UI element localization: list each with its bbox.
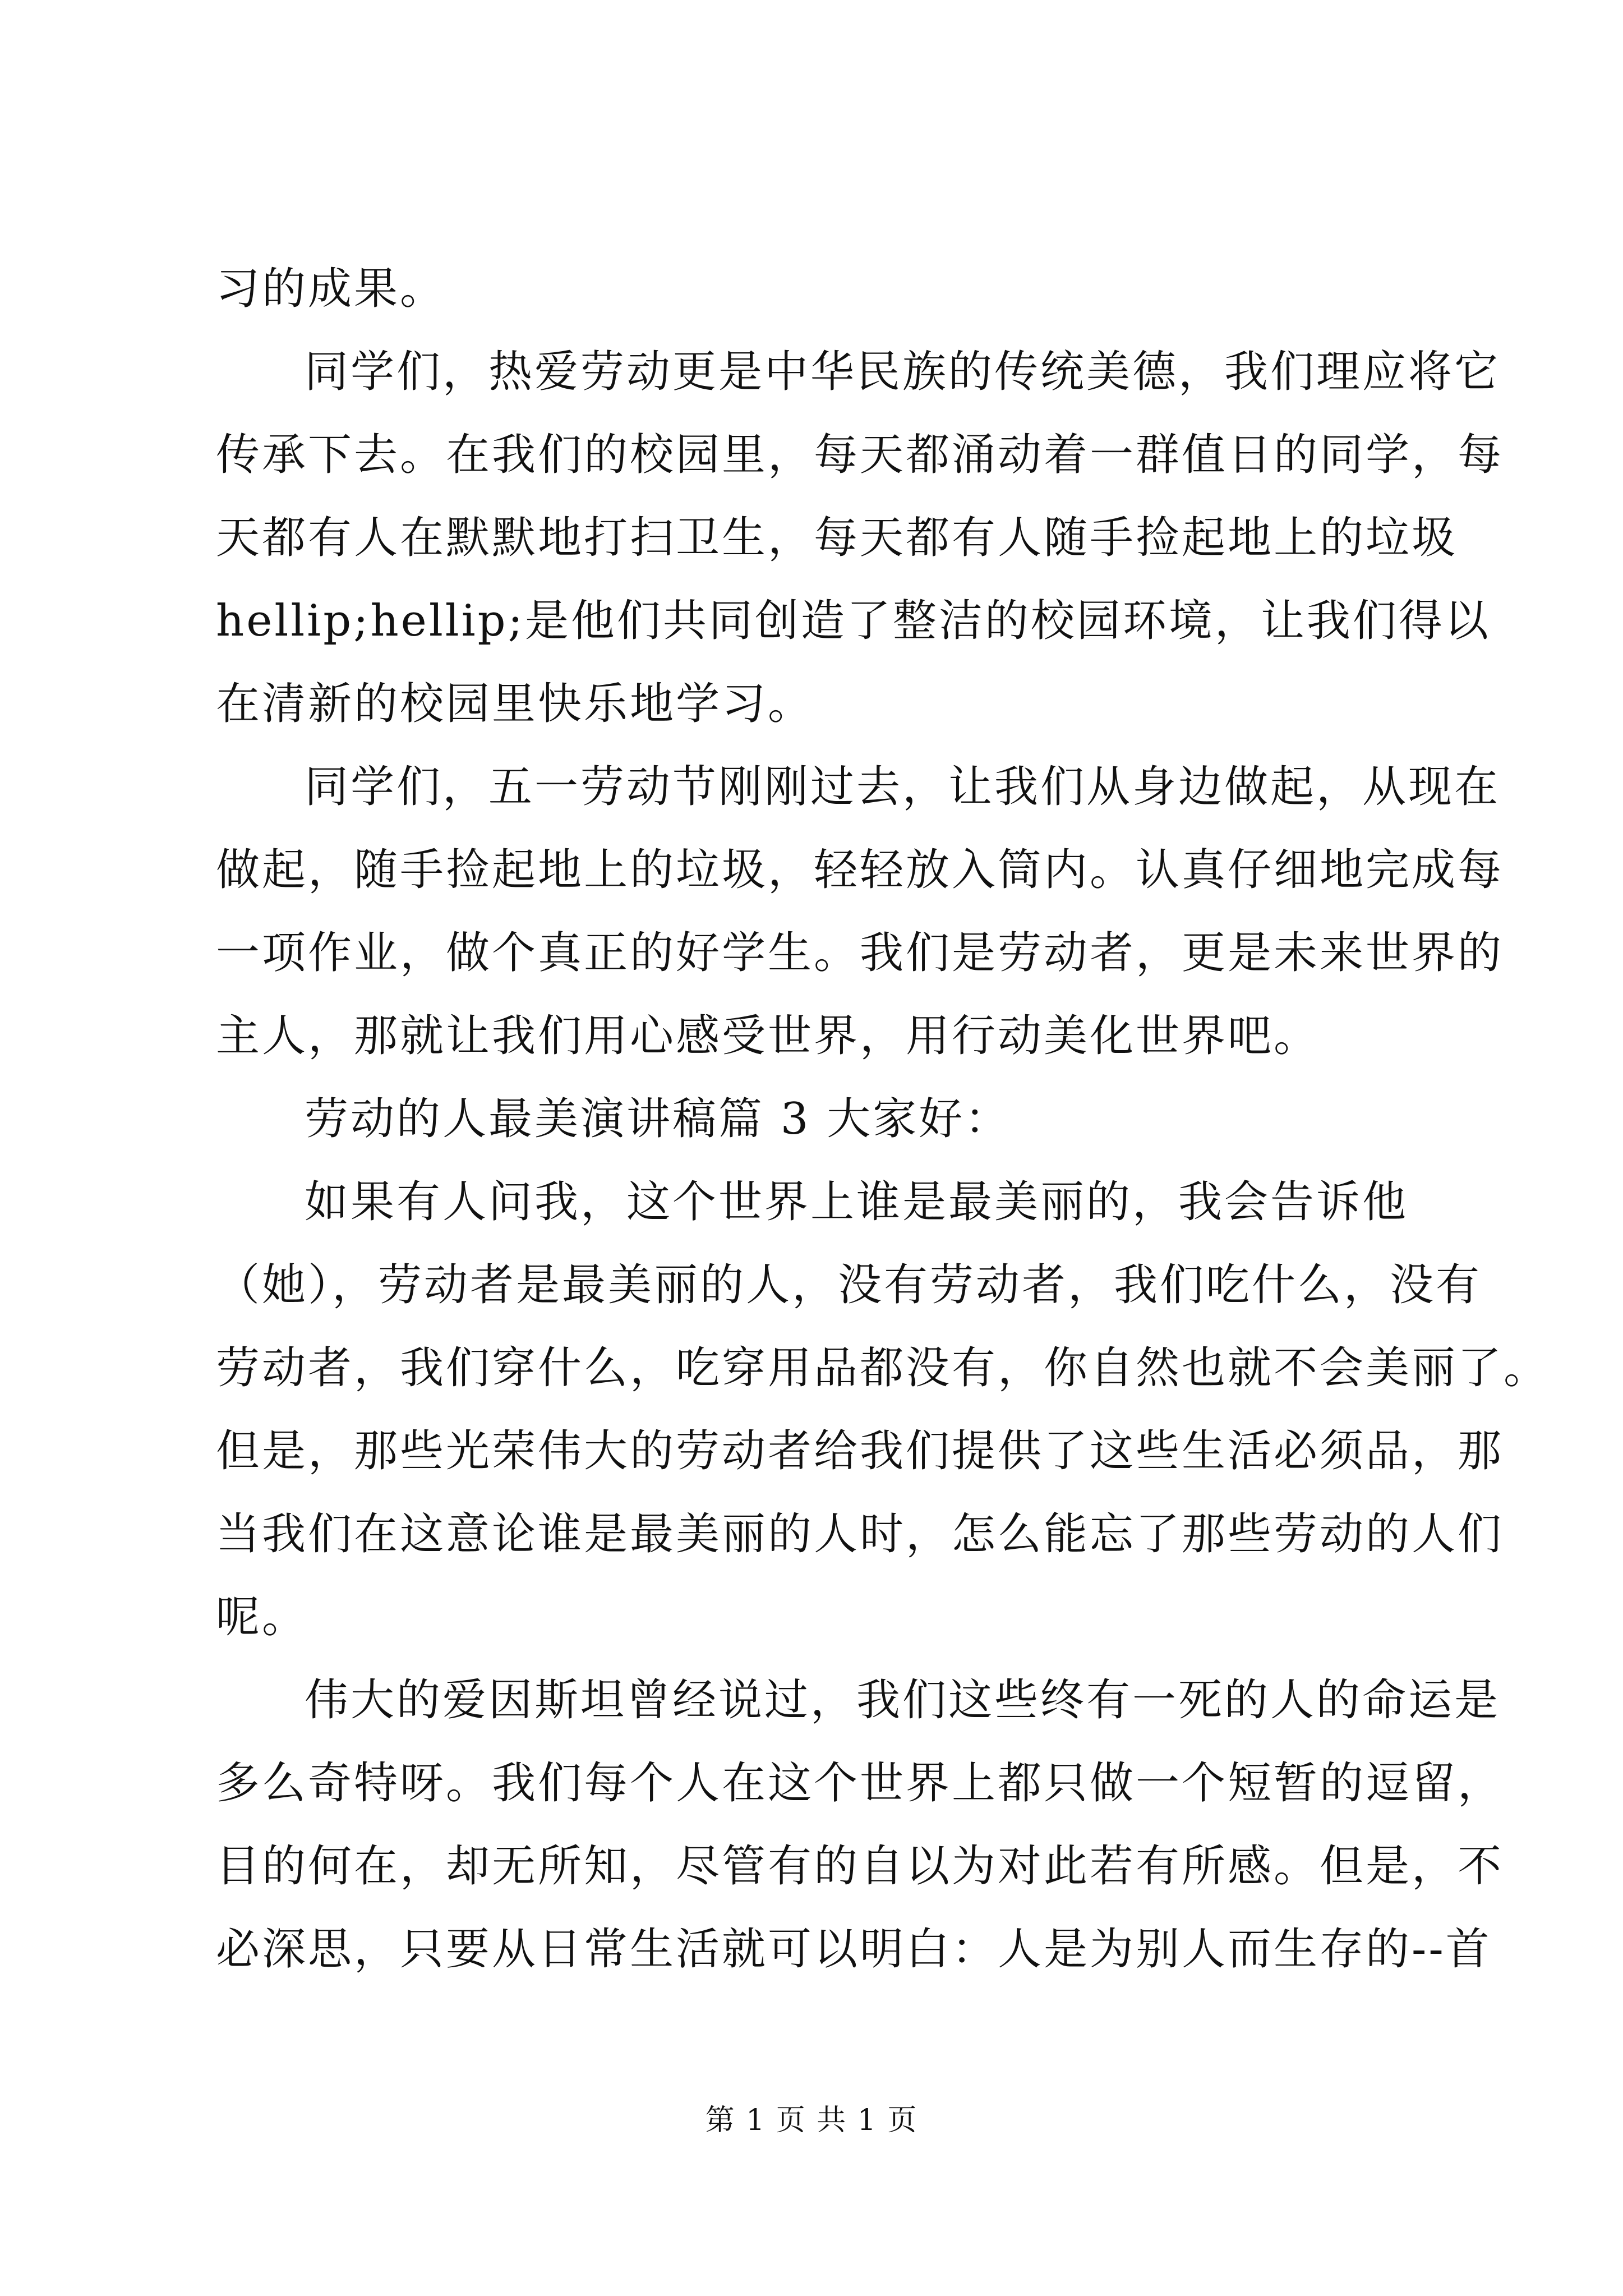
paragraph-first-line: 同学们，五一劳动节刚刚过去，让我们从身边做起，从现在 bbox=[305, 762, 1501, 812]
text-line: 劳动者，我们穿什么，吃穿用品都没有，你自然也就不会美丽了。 bbox=[216, 1343, 1550, 1393]
text-line: 做起，随手捡起地上的垃圾，轻轻放入筒内。认真仔细地完成每 bbox=[216, 845, 1504, 895]
text-line: 必深思，只要从日常生活就可以明白：人是为别人而生存的--首 bbox=[216, 1924, 1492, 1975]
text-line: 一项作业，做个真正的好学生。我们是劳动者，更是未来世界的 bbox=[216, 928, 1504, 978]
text-line: 习的成果。 bbox=[216, 264, 446, 314]
text-line: 主人，那就让我们用心感受世界，用行动美化世界吧。 bbox=[216, 1011, 1320, 1061]
paragraph-first-line: 伟大的爱因斯坦曾经说过，我们这些终有一死的人的命运是 bbox=[305, 1675, 1501, 1726]
text-line: 呢。 bbox=[216, 1592, 308, 1642]
page-footer: 第 1 页 共 1 页 bbox=[705, 2104, 918, 2137]
text-line: hellip;hellip;是他们共同创造了整洁的校园环境，让我们得以 bbox=[216, 596, 1491, 646]
text-line: 多么奇特呀。我们每个人在这个世界上都只做一个短暂的逗留， bbox=[216, 1758, 1504, 1809]
text-line: 天都有人在默默地打扫卫生，每天都有人随手捡起地上的垃圾 bbox=[216, 513, 1458, 563]
text-line: 传承下去。在我们的校园里，每天都涌动着一群值日的同学，每 bbox=[216, 430, 1504, 480]
section-heading: 劳动的人最美演讲稿篇 3 大家好： bbox=[305, 1094, 1011, 1144]
text-line: 但是，那些光荣伟大的劳动者给我们提供了这些生活必须品，那 bbox=[216, 1426, 1504, 1476]
paragraph-first-line: 如果有人问我，这个世界上谁是最美丽的，我会告诉他 bbox=[305, 1177, 1409, 1227]
text-line: （她），劳动者是最美丽的人，没有劳动者，我们吃什么，没有 bbox=[216, 1260, 1482, 1310]
text-line: 在清新的校园里快乐地学习。 bbox=[216, 679, 814, 729]
text-line: 当我们在这意论谁是最美丽的人时，怎么能忘了那些劳动的人们 bbox=[216, 1509, 1504, 1559]
text-line: 目的何在，却无所知，尽管有的自以为对此若有所感。但是，不 bbox=[216, 1841, 1504, 1892]
paragraph-first-line: 同学们，热爱劳动更是中华民族的传统美德，我们理应将它 bbox=[305, 347, 1501, 397]
